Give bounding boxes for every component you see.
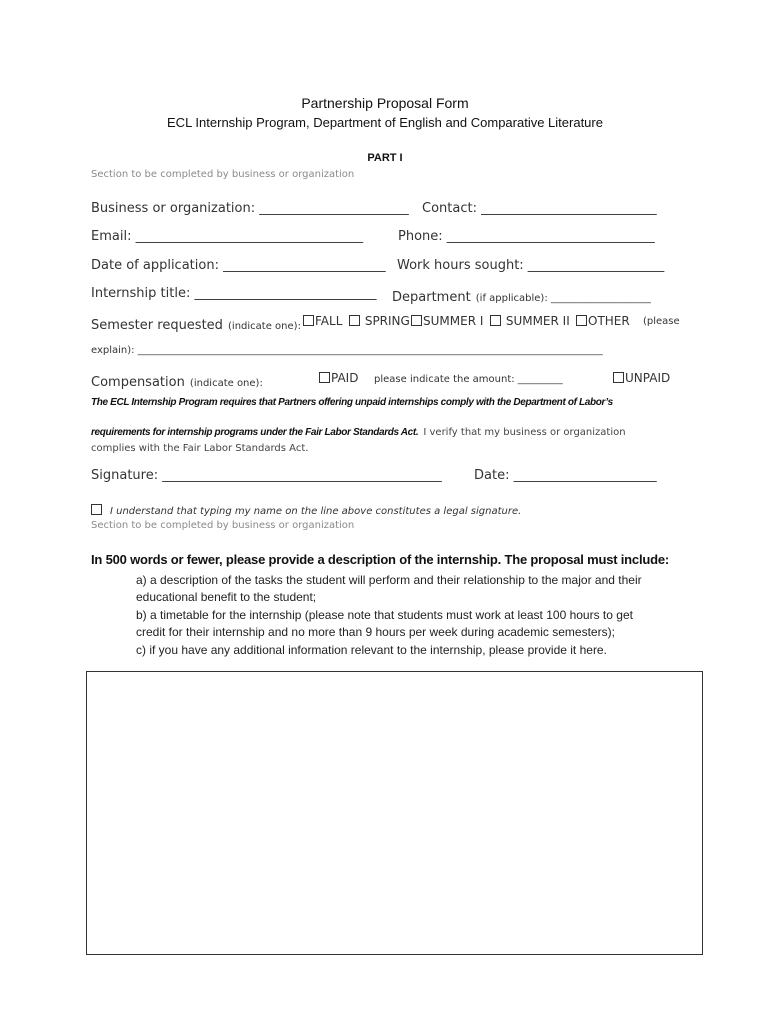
option-spring[interactable] [349,314,410,328]
option-fall[interactable] [303,314,342,328]
fall-checkbox[interactable] [303,315,314,326]
work-hours-field[interactable]: Work hours sought: _____________________ [397,258,665,273]
proposal-textarea[interactable] [86,671,703,955]
semester-label-group [91,314,301,333]
summer-ii-checkbox[interactable] [490,315,501,326]
legal-signature-text: I understand that typing my name on the line above constitutes a legal signature. [110,506,522,517]
email-field[interactable]: Email: ___________________________________ [91,229,364,244]
signature-field[interactable]: Signature: ___________________________________________ [91,468,442,483]
spring-checkbox[interactable] [349,315,360,326]
option-summer-i[interactable] [411,314,483,328]
paid-label: PAID [331,371,359,385]
semester-label: Semester requested [91,318,223,333]
spring-label: SPRING [364,314,410,328]
other-label: OTHER [588,314,630,328]
unpaid-checkbox[interactable] [613,372,624,383]
department-note: (if applicable): ____________________ [475,293,651,304]
paid-checkbox[interactable] [319,372,330,383]
date-of-application-field[interactable]: Date of application: _________________________ [91,258,386,273]
amount-field[interactable]: please indicate the amount: _________ [374,374,563,385]
phone-field[interactable]: Phone: ________________________________ [398,229,655,244]
summer-ii-label: SUMMER II [505,314,570,328]
requirement-b-line-1: b) a timetable for the internship (please note that students must work at least 100 hours to get [136,608,633,622]
option-other[interactable] [576,314,630,328]
requirement-b-line-2: credit for their internship and no more than 9 hours per week during academic semesters); [136,625,615,639]
date-field[interactable]: Date: ______________________ [474,468,657,483]
form-title: Partnership Proposal Form [301,95,469,111]
other-checkbox[interactable] [576,315,587,326]
part-label: PART I [367,152,403,164]
complies-text: complies with the Fair Labor Standards Act. [91,443,309,454]
summer-i-label: SUMMER I [423,314,484,328]
contact-field[interactable]: Contact: ___________________________ [422,201,657,216]
requirement-a-line-1: a) a description of the tasks the student will perform and their relationship to the major and their [136,573,642,587]
option-unpaid[interactable] [613,371,670,385]
legal-signature-row [91,499,521,518]
fall-label: FALL [315,314,343,328]
verify-text: I verify that my business or organization [423,427,626,438]
explain-field[interactable]: explain): _____________________________________________________________________________________________ [91,345,603,356]
compensation-note: (indicate one): [189,378,263,389]
flsa-requirement-line-2-group [91,420,626,439]
business-field[interactable]: Business or organization: _______________________ [91,201,409,216]
requirement-c: c) if you have any additional information relevant to the internship, please provide it here. [136,643,607,657]
summer-i-checkbox[interactable] [411,315,422,326]
semester-note: (indicate one): [228,321,301,332]
flsa-requirement-line-1: The ECL Internship Program requires that Partners offering unpaid internships comply with the Department of Labor’s [91,397,613,408]
please-note: (please [643,316,680,327]
compensation-label: Compensation [91,375,185,390]
form-subtitle: ECL Internship Program, Department of English and Comparative Literature [167,115,603,130]
department-label: Department [392,290,471,305]
option-summer-ii[interactable] [490,314,570,328]
section-note: Section to be completed by business or organization [91,169,355,180]
flsa-requirement-line-2: requirements for internship programs under the Fair Labor Standards Act. [91,427,419,438]
internship-title-field[interactable]: Internship title: ____________________________ [91,286,377,301]
option-paid[interactable] [319,371,358,385]
requirement-a-line-2: educational benefit to the student; [136,590,317,604]
legal-signature-checkbox[interactable] [91,504,102,515]
department-field[interactable] [392,286,651,305]
section-note-2: Section to be completed by business or organization [91,520,355,531]
description-heading: In 500 words or fewer, please provide a description of the internship. The proposal must include: [91,552,669,567]
compensation-label-group [91,371,263,390]
unpaid-label: UNPAID [625,371,671,385]
